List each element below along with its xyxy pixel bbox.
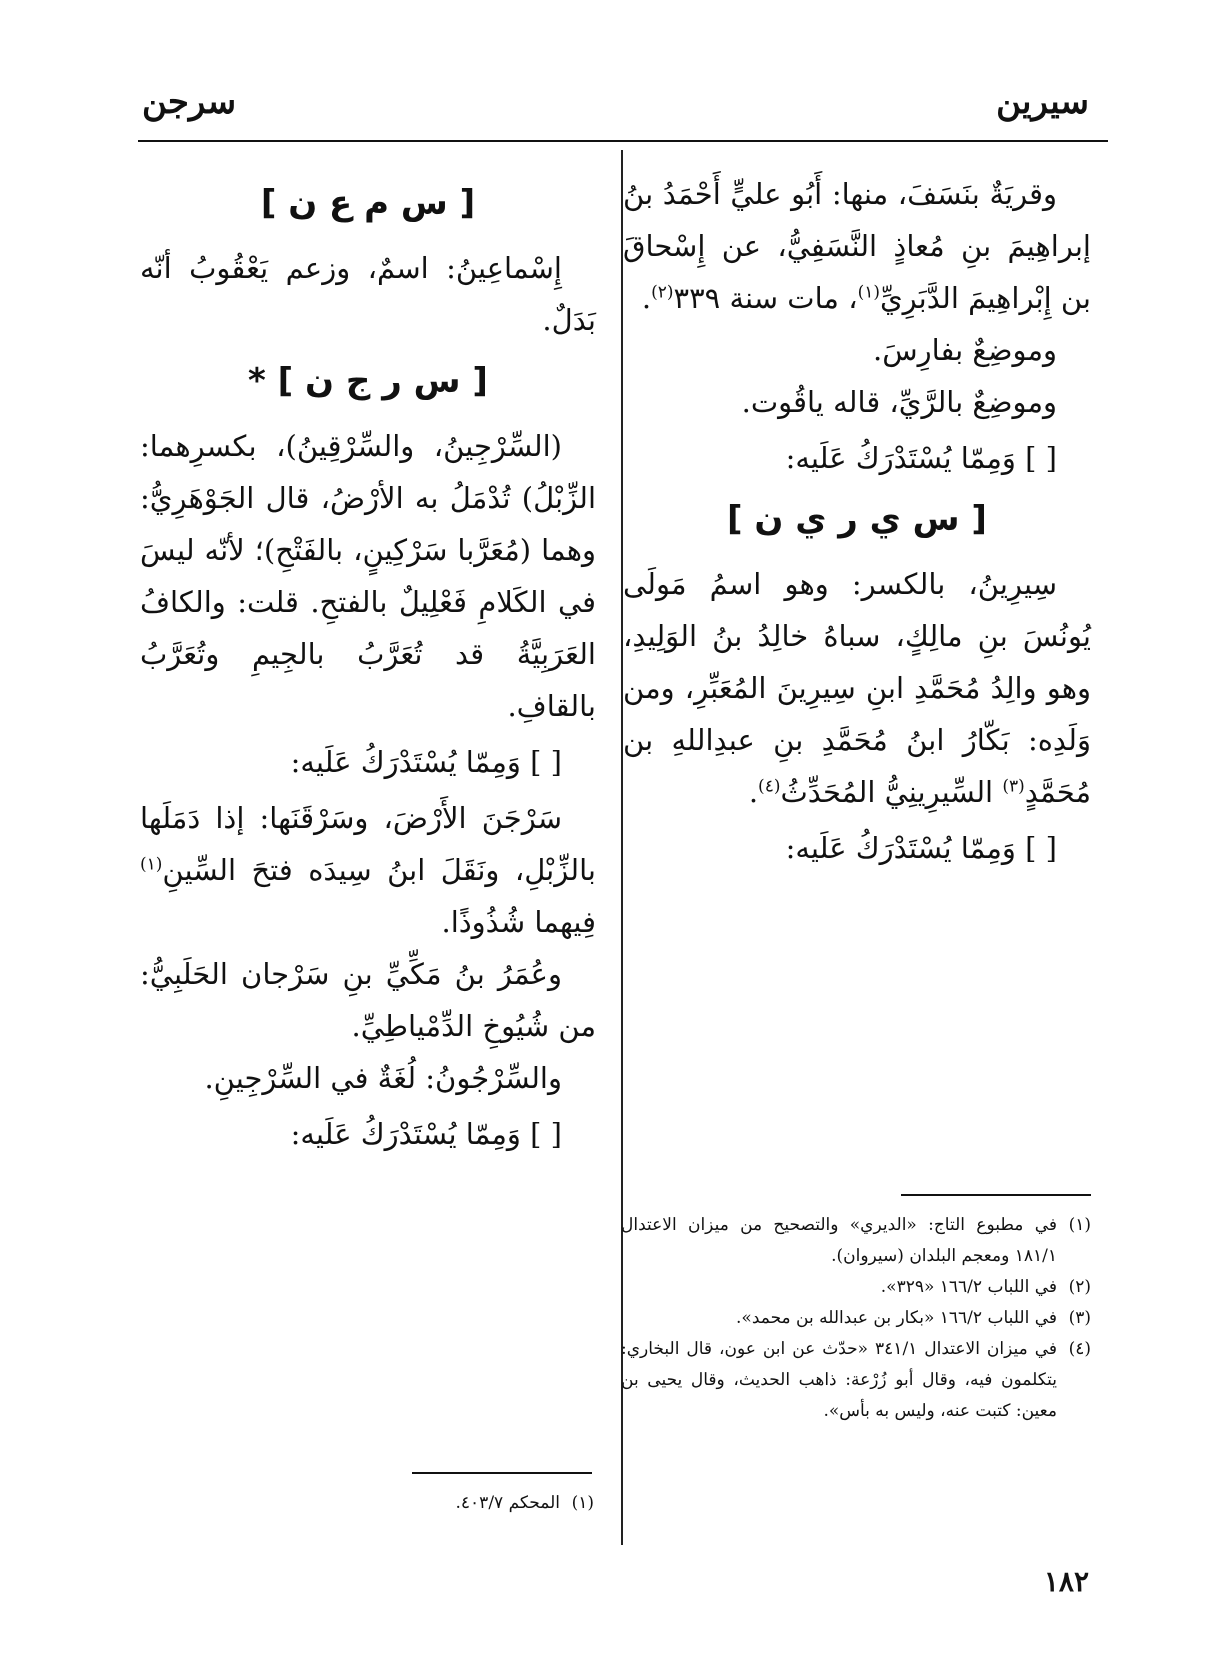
header-rule [138, 140, 1108, 142]
entry-text: وموضِعٌ بفارِسَ. [873, 333, 1057, 367]
mustadrak-line: [ ] وَمِمّا يُسْتَدْرَكُ عَلَيه: [785, 441, 1057, 475]
footnote-text: في ميزان الاعتدال ٣٤١/١ «حدّث عن ابن عون، قال البخاري: يتكلمون فيه، وقال أبو زُرْعة: ذاهب الحديث، وقال يحيى بن معين: كتبت عنه، وليس به بأس». [621, 1339, 1057, 1421]
entry-text: السِّيرِينِيُّ المُحَدِّثُ [780, 775, 1003, 809]
entry-text: وموضِعٌ بالرَّيِّ، قاله ياقُوت. [741, 385, 1057, 419]
entry-text: وعُمَرُ بنُ مَكِّيِّ بنِ سَرْجان الحَلَبِيُّ: من شُيُوخِ الدِّمْياطِيِّ. [140, 957, 596, 1043]
page-number: ١٨٢ [1043, 1565, 1089, 1598]
entry-text: وقريَةٌ بنَسَفَ، منها: أَبُو عليٍّ أَحْمَدُ بنُ إبراهِيمَ بنِ مُعاذٍ النَّسَفِيُّ، عن إِسْحاقَ بن إِبْراهِيمَ الدَّبَرِيِّ [623, 177, 1091, 315]
footnote-ref: (١) [857, 282, 880, 303]
mustadrak-line: [ ] وَمِمّا يُسْتَدْرَكُ عَلَيه: [290, 745, 562, 779]
footnote [621, 1272, 1091, 1303]
footnote-text: في اللباب ١٦٦/٢ «بكار بن عبدالله بن محمد». [736, 1308, 1057, 1328]
footnote [621, 1210, 1091, 1272]
footnote-text: المحكم ٤٠٣/٧. [455, 1493, 560, 1513]
footnote-text: في اللباب ١٦٦/٢ «٣٢٩». [880, 1277, 1057, 1297]
footnote-number: (٢) [1068, 1277, 1091, 1297]
entry-paragraph [140, 1052, 596, 1104]
footnote-rule [901, 1194, 1091, 1196]
entry-text: سَرْجَنَ الأَرْضَ، وسَرْقَنَها: إذا دَمَلَها بالزِّبْلِ، ونَقَلَ ابنُ سِيدَه فتحَ السِّينِ [140, 801, 596, 887]
entry-text: ، مات سنة ٣٣٩ [673, 281, 858, 315]
entry-text: . [641, 281, 652, 315]
root-heading: [ س ر ج ن ] * [248, 361, 488, 401]
footnote-number: (١) [571, 1493, 594, 1513]
footnote-ref: (٢) [651, 282, 674, 303]
footnote-ref: (٤) [758, 776, 781, 797]
entry-paragraph [140, 948, 596, 1052]
entry-paragraph [140, 242, 596, 346]
left-column [140, 168, 596, 1164]
footnote [621, 1334, 1091, 1427]
entry-paragraph [623, 324, 1091, 376]
footnote [621, 1303, 1091, 1334]
footnote-ref: (٣) [1002, 776, 1025, 797]
footnote-rule [412, 1472, 592, 1474]
entry-text: سِيرِينُ، بالكسر: وهو اسمُ مَولَى يُونُسَ بنِ مالِكٍ، سباهُ خالِدُ بنُ الوَلِيدِ، وهو والِدُ مُحَمَّدِ ابنِ سِيرِينَ المُعَبِّرِ، ومن وَلَدِه: بَكّارُ ابنُ مُحَمَّدِ بنِ عبدِاللهِ بن مُحَمَّدٍ [623, 567, 1091, 809]
entry-text: إِسْماعِينُ: اسمٌ، وزعم يَعْقُوبُ أنّه بَدَلٌ. [140, 251, 596, 337]
entry-text: (السِّرْجِينُ، والسِّرْقِينُ)، بكسرِهما: الزِّبْلُ) تُدْمَلُ به الأرْضُ، قال الجَوْهَرِيُّ: وهما (مُعَرَّبا سَرْكِينٍ، بالفَتْحِ)؛ لأنّه ليسَ في الكَلامِ فَعْلِيلٌ بالفتحِ. قلت: والكافُ العَرَبِيَّةُ قد تُعَرَّبُ بالجِيمِ وتُعَرَّبُ بالقافِ. [140, 429, 596, 723]
footnotes-left [412, 1488, 594, 1519]
mustadrak-line: [ ] وَمِمّا يُسْتَدْرَكُ عَلَيه: [785, 831, 1057, 865]
mustadrak-line: [ ] وَمِمّا يُسْتَدْرَكُ عَلَيه: [290, 1117, 562, 1151]
entry-paragraph [623, 376, 1091, 428]
footnote-number: (٣) [1068, 1308, 1091, 1328]
footnote [412, 1488, 594, 1519]
running-head-left: سرجن [142, 82, 237, 122]
right-column [623, 168, 1091, 878]
entry-paragraph [140, 420, 596, 732]
footnote-number: (١) [1068, 1215, 1091, 1235]
running-head-right: سيرين [996, 82, 1089, 122]
footnotes-right [621, 1210, 1091, 1427]
footnote-ref: (١) [140, 854, 163, 875]
entry-paragraph [140, 792, 596, 948]
root-heading: [ س ي ر ي ن ] [727, 499, 987, 539]
entry-paragraph [623, 558, 1091, 818]
entry-text: فِيهما شُذُوذًا. [441, 905, 596, 939]
footnote-text: في مطبوع التاج: «الديري» والتصحيح من ميزان الاعتدال ١٨١/١ ومعجم البلدان (سيروان). [621, 1215, 1057, 1266]
entry-text: والسِّرْجُونُ: لُغَةٌ في السِّرْجِينِ. [204, 1061, 562, 1095]
root-heading: [ س م ع ن ] [260, 183, 476, 223]
entry-text: . [748, 775, 759, 809]
footnote-number: (٤) [1068, 1339, 1091, 1359]
entry-paragraph [623, 168, 1091, 324]
